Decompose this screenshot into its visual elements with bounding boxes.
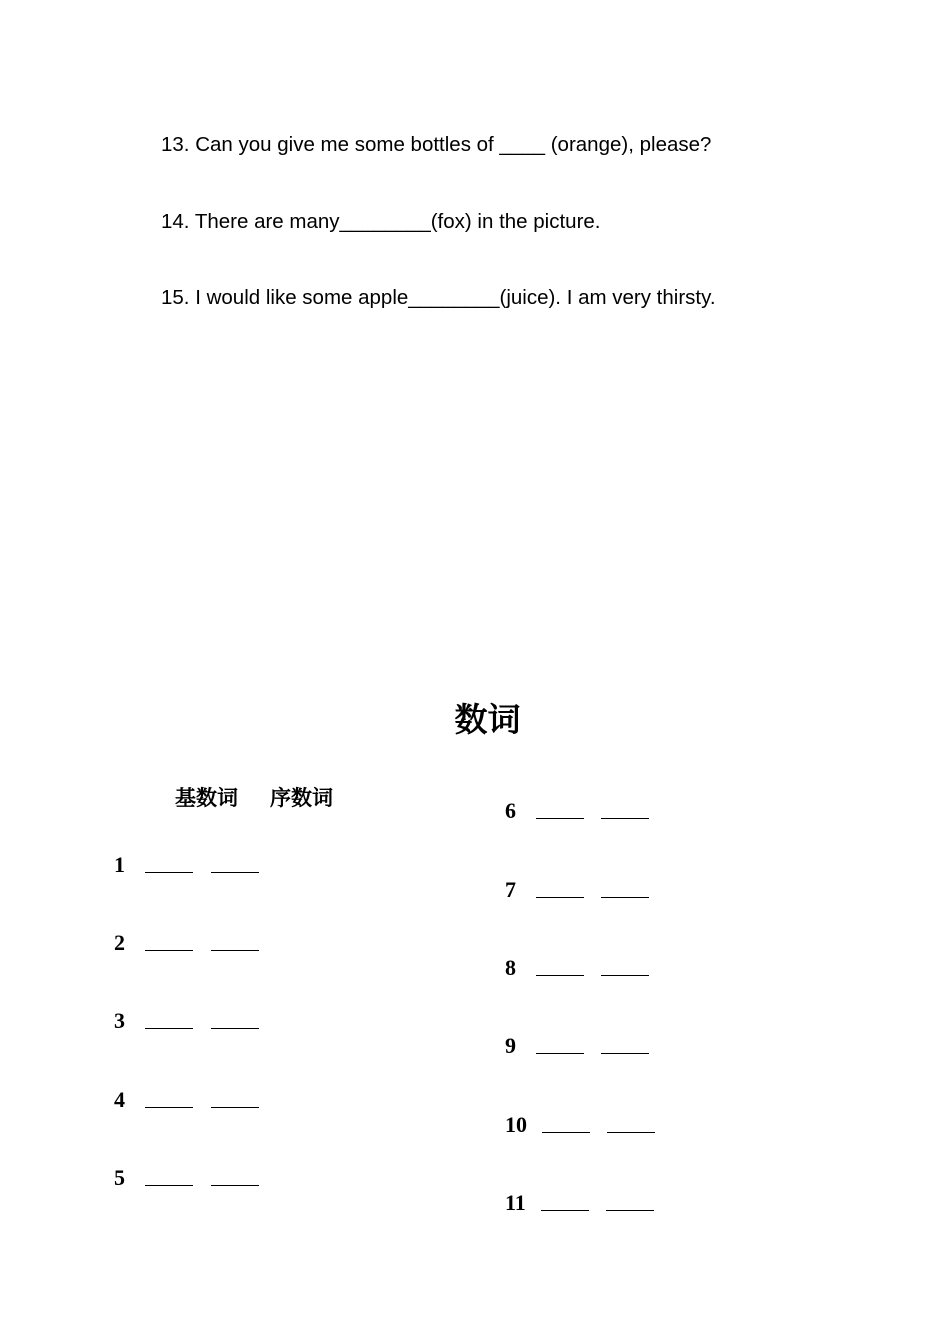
- question-13: 13. Can you give me some bottles of ____ (orange), please?: [161, 133, 712, 156]
- cardinal-blank: [145, 1185, 193, 1186]
- ordinal-blank: [601, 897, 649, 898]
- cardinal-blank: [536, 1053, 584, 1054]
- ordinal-blank: [211, 1107, 259, 1108]
- ordinal-header: 序数词: [270, 785, 333, 810]
- cardinal-blank: [536, 897, 584, 898]
- cardinal-blank: [542, 1132, 590, 1133]
- numeral-row-7: [505, 875, 665, 905]
- cardinal-blank: [145, 1028, 193, 1029]
- cardinal-blank: [145, 1107, 193, 1108]
- numeral-label: 7: [505, 877, 516, 902]
- ordinal-blank: [211, 872, 259, 873]
- ordinal-blank: [211, 1185, 259, 1186]
- numeral-row-1: [114, 850, 274, 880]
- numeral-label: 10: [505, 1112, 527, 1137]
- numeral-row-3: [114, 1006, 274, 1036]
- ordinal-blank: [601, 975, 649, 976]
- numeral-label: 3: [114, 1008, 125, 1033]
- numeral-row-4: [114, 1085, 274, 1115]
- numeral-label: 8: [505, 955, 516, 980]
- numerals-title: 数词: [454, 700, 521, 739]
- numeral-row-9: [505, 1031, 665, 1061]
- numeral-label: 4: [114, 1087, 125, 1112]
- ordinal-blank: [607, 1132, 655, 1133]
- cardinal-blank: [145, 872, 193, 873]
- numeral-row-6: [505, 796, 665, 826]
- numeral-row-11: [505, 1188, 675, 1218]
- cardinal-blank: [541, 1210, 589, 1211]
- cardinal-blank: [536, 818, 584, 819]
- numeral-row-2: [114, 928, 274, 958]
- cardinal-header: 基数词: [175, 785, 238, 810]
- numeral-label: 1: [114, 852, 125, 877]
- question-14: 14. There are many________(fox) in the picture.: [161, 210, 601, 233]
- cardinal-blank: [536, 975, 584, 976]
- ordinal-blank: [601, 818, 649, 819]
- numeral-label: 9: [505, 1033, 516, 1058]
- ordinal-blank: [606, 1210, 654, 1211]
- cardinal-blank: [145, 950, 193, 951]
- numeral-label: 6: [505, 798, 516, 823]
- ordinal-blank: [211, 1028, 259, 1029]
- question-15: 15. I would like some apple________(juice). I am very thirsty.: [161, 286, 716, 309]
- numeral-row-8: [505, 953, 665, 983]
- numeral-row-10: [505, 1110, 675, 1140]
- numeral-row-5: [114, 1163, 274, 1193]
- ordinal-blank: [601, 1053, 649, 1054]
- numeral-label: 11: [505, 1190, 526, 1215]
- numeral-label: 5: [114, 1165, 125, 1190]
- numeral-label: 2: [114, 930, 125, 955]
- ordinal-blank: [211, 950, 259, 951]
